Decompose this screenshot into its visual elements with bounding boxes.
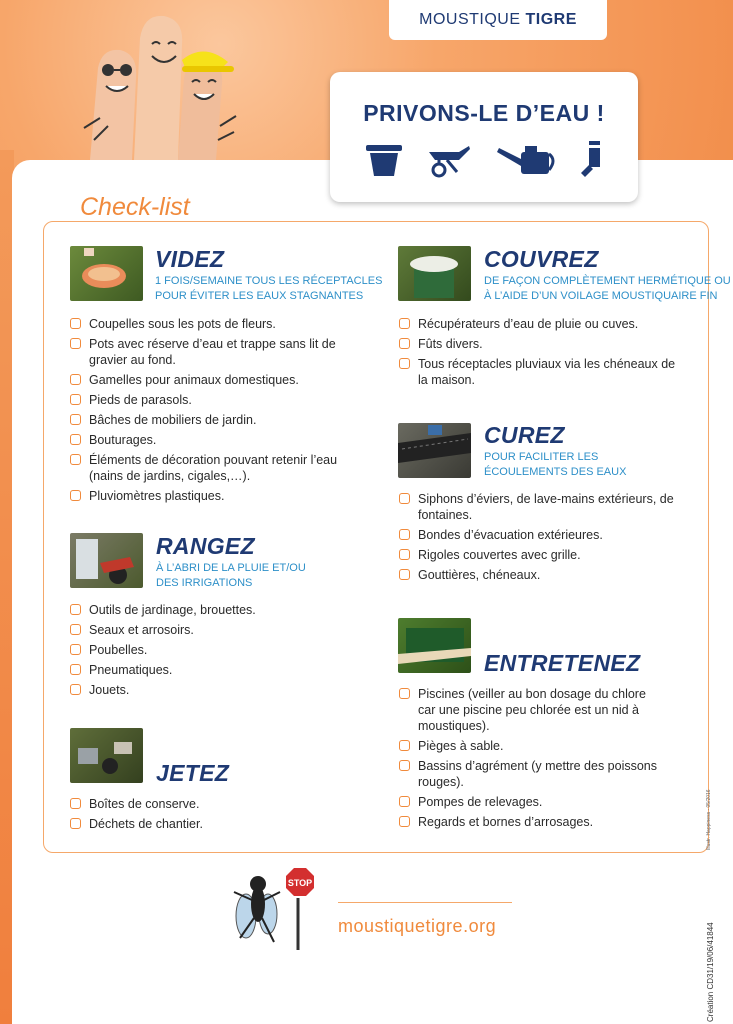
finger-puppets-illustration (70, 8, 240, 160)
list-item[interactable]: Éléments de décoration pouvant retenir l’eau (nains de jardins, cigales,…). (70, 452, 370, 484)
list-item[interactable]: Poubelles. (70, 642, 370, 658)
list-item[interactable]: Tous réceptacles pluviaux via les chéneaux de la maison. (399, 356, 684, 388)
brand-name: MOUSTIQUE (419, 11, 521, 28)
entretenez-photo (398, 618, 471, 673)
title-box (330, 72, 638, 202)
checkbox[interactable] (399, 688, 410, 699)
checklist-title: Check-list (80, 193, 190, 221)
brand-name-bold: TIGRE (525, 11, 577, 28)
list-item[interactable]: Gamelles pour animaux domestiques. (70, 372, 370, 388)
list-item[interactable]: Gouttières, chéneaux. (399, 567, 684, 583)
wheelbarrow-icon (425, 142, 473, 178)
checkbox[interactable] (399, 760, 410, 771)
curez-list (399, 491, 684, 587)
checkbox[interactable] (70, 490, 81, 501)
list-item[interactable]: Outils de jardinage, brouettes. (70, 602, 370, 618)
list-item[interactable]: Bouturages. (70, 432, 370, 448)
checkbox[interactable] (399, 796, 410, 807)
curez-title: CUREZ (484, 422, 565, 448)
list-item[interactable]: Piscines (veiller au bon dosage du chlore car une piscine peu chlorée est un nid à moustiques). (399, 686, 659, 734)
list-item[interactable]: Déchets de chantier. (70, 816, 370, 832)
illustration-credit: Illustr. Happiness - 05/2016 (706, 789, 712, 850)
videz-photo (70, 246, 143, 301)
checkbox[interactable] (70, 624, 81, 635)
couvrez-list (399, 316, 689, 392)
checkbox[interactable] (70, 414, 81, 425)
jetez-photo (70, 728, 143, 783)
videz-subtitle-1: 1 FOIS/SEMAINE TOUS LES RÉCEPTACLES (155, 275, 383, 287)
jetez-list (70, 796, 370, 836)
checkbox[interactable] (70, 604, 81, 615)
checkbox[interactable] (399, 358, 410, 369)
checkbox[interactable] (399, 318, 410, 329)
checkbox[interactable] (70, 684, 81, 695)
jetez-title: JETEZ (156, 760, 230, 786)
checkbox[interactable] (399, 529, 410, 540)
brand-tab (389, 0, 607, 40)
checkbox[interactable] (70, 644, 81, 655)
curez-photo (398, 423, 471, 478)
curez-subtitle-1: POUR FACILITER LES (484, 451, 599, 463)
list-item[interactable]: Pluviomètres plastiques. (70, 488, 370, 504)
checkbox[interactable] (399, 549, 410, 560)
rangez-title: RANGEZ (156, 533, 255, 559)
page-title: PRIVONS-LE D’EAU ! (363, 100, 605, 126)
list-item[interactable]: Récupérateurs d’eau de pluie ou cuves. (399, 316, 689, 332)
checkbox[interactable] (70, 338, 81, 349)
rangez-subtitle-1: À L’ABRI DE LA PLUIE ET/OU (156, 562, 306, 574)
checkbox[interactable] (70, 818, 81, 829)
rangez-subtitle-2: DES IRRIGATIONS (156, 577, 253, 589)
curez-subtitle-2: ÉCOULEMENTS DES EAUX (484, 466, 627, 478)
list-item[interactable]: Pneumatiques. (70, 662, 370, 678)
checkbox[interactable] (70, 394, 81, 405)
checkbox[interactable] (70, 454, 81, 465)
list-item[interactable]: Fûts divers. (399, 336, 689, 352)
list-item[interactable]: Coupelles sous les pots de fleurs. (70, 316, 370, 332)
mosquito-stop-illustration (228, 862, 316, 952)
pot-icon (365, 143, 403, 177)
checkbox[interactable] (70, 664, 81, 675)
checkbox[interactable] (399, 740, 410, 751)
videz-title: VIDEZ (155, 246, 225, 272)
list-item[interactable]: Pompes de relevages. (399, 794, 659, 810)
entretenez-title: ENTRETENEZ (484, 650, 641, 676)
list-item[interactable]: Siphons d’éviers, de lave-mains extérieurs, de fontaines. (399, 491, 684, 523)
divider (338, 902, 512, 903)
list-item[interactable]: Jouets. (70, 682, 370, 698)
list-item[interactable]: Bâches de mobiliers de jardin. (70, 412, 370, 428)
rangez-photo (70, 533, 143, 588)
checkbox[interactable] (399, 569, 410, 580)
watering-can-icon (495, 142, 557, 178)
entretenez-list (399, 686, 659, 834)
checkbox[interactable] (70, 434, 81, 445)
list-item[interactable]: Seaux et arrosoirs. (70, 622, 370, 638)
gutter-pipe-icon (579, 141, 603, 179)
list-item[interactable]: Rigoles couvertes avec grille. (399, 547, 684, 563)
website-link[interactable]: moustiquetigre.org (338, 916, 497, 936)
couvrez-title: COUVREZ (484, 246, 599, 272)
rangez-list (70, 602, 370, 702)
creation-credit: Création CD31/19/06/41844 (706, 922, 715, 1022)
checkbox[interactable] (399, 493, 410, 504)
list-item[interactable]: Pots avec réserve d’eau et trappe sans lit de gravier au fond. (70, 336, 370, 368)
list-item[interactable]: Pieds de parasols. (70, 392, 370, 408)
list-item[interactable]: Bondes d’évacuation extérieures. (399, 527, 684, 543)
stop-sign-text: STOP (287, 878, 313, 888)
checkbox[interactable] (399, 816, 410, 827)
checkbox[interactable] (70, 798, 81, 809)
list-item[interactable]: Regards et bornes d’arrosages. (399, 814, 659, 830)
couvrez-subtitle-1: DE FAÇON COMPLÈTEMENT HERMÉTIQUE OU (484, 275, 731, 287)
videz-subtitle-2: POUR ÉVITER LES EAUX STAGNANTES (155, 290, 364, 302)
checkbox[interactable] (70, 374, 81, 385)
couvrez-subtitle-2: À L’AIDE D’UN VOILAGE MOUSTIQUAIRE FIN (484, 290, 718, 302)
list-item[interactable]: Bassins d’agrément (y mettre des poissons rouges). (399, 758, 659, 790)
videz-list (70, 316, 370, 508)
list-item[interactable]: Boîtes de conserve. (70, 796, 370, 812)
list-item[interactable]: Pièges à sable. (399, 738, 659, 754)
checkbox[interactable] (399, 338, 410, 349)
couvrez-photo (398, 246, 471, 301)
checkbox[interactable] (70, 318, 81, 329)
